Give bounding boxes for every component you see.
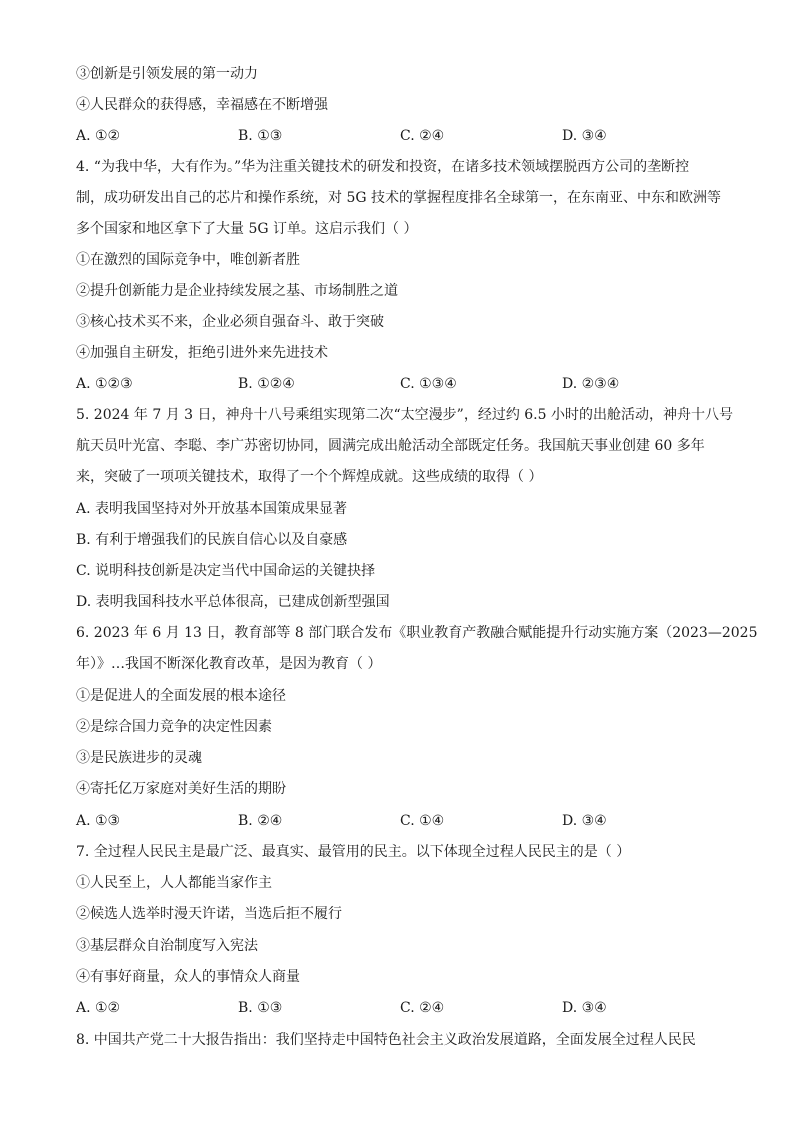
q4-stem-line-2: 制，成功研发出自己的芯片和操作系统，对 5G 技术的掌握程度排名全球第一，在东南亚、中东和欧洲等 [76,190,721,206]
q5-option-c: C. 说明科技创新是决定当代中国命运的关键抉择 [76,563,376,579]
q4-option-c: C. ①③④ [400,376,457,392]
q3-statement-4: ④人民群众的获得感，幸福感在不断增强 [76,97,328,113]
q6-option-b: B. ②④ [238,813,283,829]
q7-option-a: A. ①② [76,1000,121,1016]
q6-stem-line-2: 年）》…我国不断深化教育改革，是因为教育（ ） [76,656,382,672]
q4-stem-line-1: 4. “为我中华，大有作为。”华为注重关键技术的研发和投资，在诸多技术领域摆脱西方公司的垄断控 [76,159,690,175]
q3-option-a: A. ①② [76,128,121,144]
q4-option-b: B. ①②④ [238,376,295,392]
q4-option-d: D. ②③④ [562,376,620,392]
q3-option-b: B. ①③ [238,128,283,144]
q4-option-a: A. ①②③ [76,376,133,392]
q5-option-d: D. 表明我国科技水平总体很高，已建成创新型强国 [76,594,390,610]
q4-stem-line-3: 多个国家和地区拿下了大量 5G 订单。这启示我们（ ） [76,221,418,237]
q6-option-a: A. ①③ [76,813,121,829]
q5-stem-line-1: 5. 2024 年 7 月 3 日，神舟十八号乘组实现第二次“太空漫步”，经过约 6.5 小时的出舱活动，神舟十八号 [76,407,733,423]
q5-stem-line-2: 航天员叶光富、李聪、李广苏密切协同，圆满完成出舱活动全部既定任务。我国航天事业创建 60 多年 [76,438,705,454]
q3-option-d: D. ③④ [562,128,607,144]
q7-option-c: C. ②④ [400,1000,445,1016]
q7-option-b: B. ①③ [238,1000,283,1016]
q7-stem: 7. 全过程人民民主是最广泛、最真实、最管用的民主。以下体现全过程人民民主的是（ ） [76,844,631,860]
q6-statement-4: ④寄托亿万家庭对美好生活的期盼 [76,781,286,797]
q6-option-d: D. ③④ [562,813,607,829]
q7-statement-1: ①人民至上，人人都能当家作主 [76,875,272,891]
q5-option-b: B. 有利于增强我们的民族自信心以及自豪感 [76,532,348,548]
q4-statement-2: ②提升创新能力是企业持续发展之基、市场制胜之道 [76,283,398,299]
q7-option-d: D. ③④ [562,1000,607,1016]
q4-statement-4: ④加强自主研发，拒绝引进外来先进技术 [76,345,328,361]
q4-statement-1: ①在激烈的国际竞争中，唯创新者胜 [76,252,300,268]
q6-stem-line-1: 6. 2023 年 6 月 13 日，教育部等 8 部门联合发布《职业教育产教融合赋能提升行动实施方案（2023—2025 [76,625,758,641]
q6-option-c: C. ①④ [400,813,445,829]
q7-statement-2: ②候选人选举时漫天许诺，当选后拒不履行 [76,906,342,922]
q7-statement-4: ④有事好商量，众人的事情众人商量 [76,969,300,985]
q3-statement-3: ③创新是引领发展的第一动力 [76,66,258,82]
q5-option-a: A. 表明我国坚持对外开放基本国策成果显著 [76,501,348,517]
q4-statement-3: ③核心技术买不来，企业必须自强奋斗、敢于突破 [76,314,384,330]
q6-statement-1: ①是促进人的全面发展的根本途径 [76,688,286,704]
q3-option-c: C. ②④ [400,128,445,144]
q8-stem-line-1: 8. 中国共产党二十大报告指出：我们坚持走中国特色社会主义政治发展道路，全面发展全过程人民民 [76,1032,696,1048]
q7-statement-3: ③基层群众自治制度写入宪法 [76,938,258,954]
q6-statement-2: ②是综合国力竞争的决定性因素 [76,719,272,735]
q6-statement-3: ③是民族进步的灵魂 [76,750,202,766]
q5-stem-line-3: 来，突破了一项项关键技术，取得了一个个辉煌成就。这些成绩的取得（ ） [76,469,543,485]
